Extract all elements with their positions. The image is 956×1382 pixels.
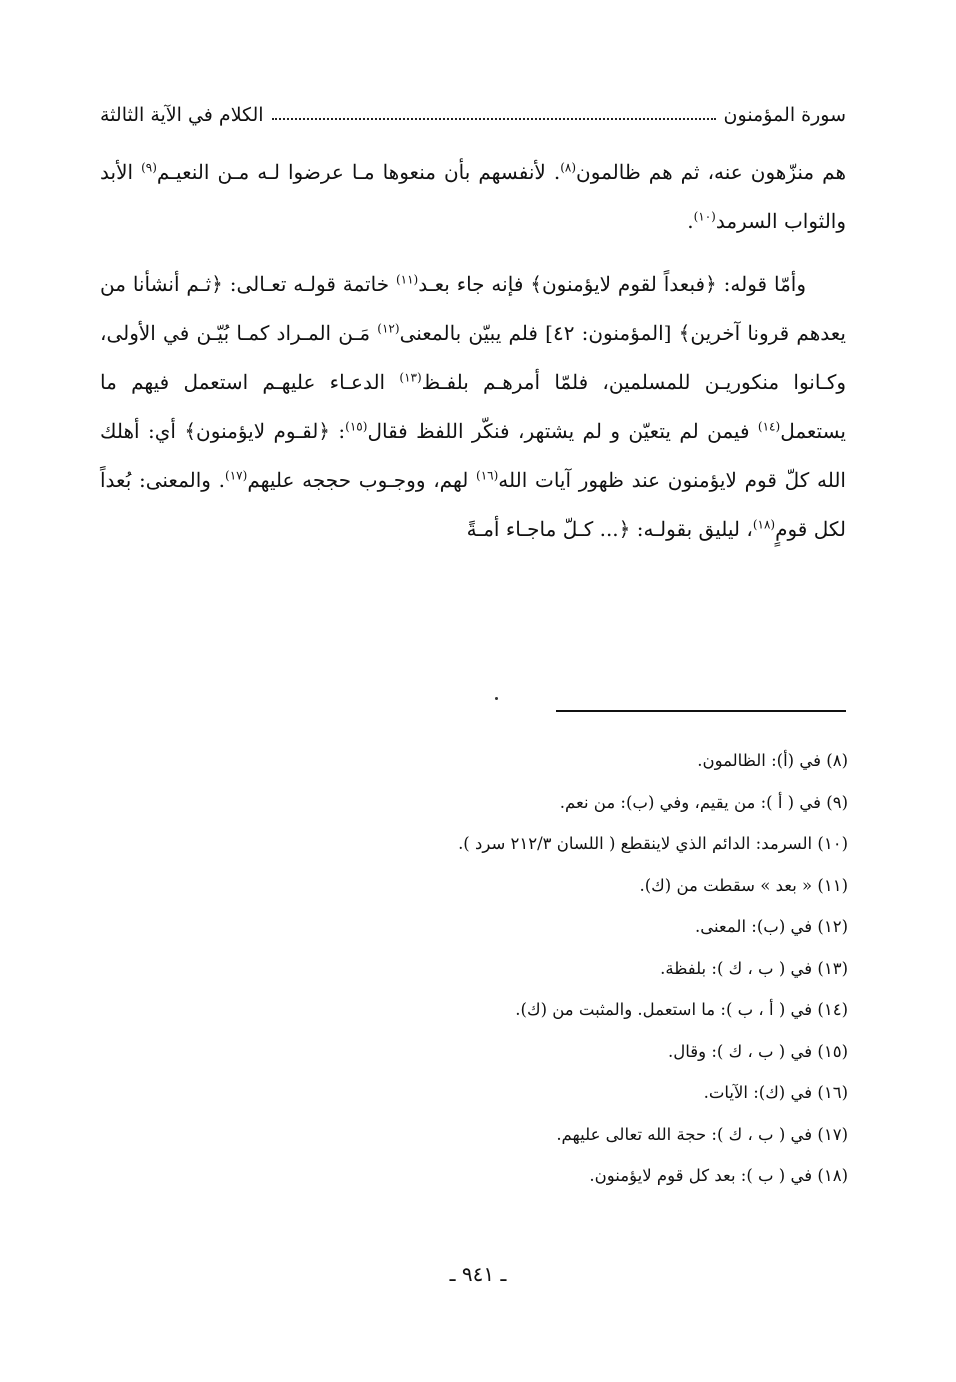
footnote-18: (١٨) في ( ب ): بعد كل قوم لايؤمنون. [589,1166,848,1185]
footnote-ref-8: (٨) [560,160,577,175]
text-run: هم منزّهون عنه، ثم هم ظالمون [576,160,846,184]
text-run: ، ليليق بقولـه: ﴿... كـلّ ماجـاء أمـةً [466,517,753,541]
footnote-14: (١٤) في ( أ ، ب ): ما استعمل. والمثبت من (ك). [515,1000,848,1019]
text-run: الدعـاء عليهـم استعمل فيهم ما يستعمل [100,370,846,443]
footnote-ref-15: (١٥) [345,419,368,434]
text-run: فيمن لم يتعيّن و لم يشتهر، فنكّر اللفظ فقال [367,419,758,443]
running-header [100,92,846,126]
text-run: . [687,209,694,233]
text-run: : ﴿لقـوم لايؤمنون﴾ أي: أهلك الله كلّ قوم لايؤمنون عند ظهور آيات الله [100,419,846,492]
scan-speck [495,697,498,700]
footnote-10: (١٠) السرمد: الدائم الذي لاينقطع ( اللسان ٢١٢/٣ سرد ). [458,834,848,853]
text-run: . لأنفسهم بأن منعوها مـا عرضوا لـه مـن النعيـم [156,160,561,184]
footnote-16: (١٦) في (ك): الآيات. [703,1083,848,1102]
text-run: . والمعنى: بُعداً لكل قومٍ [100,468,846,541]
footnote-ref-16: (١٦) [476,468,499,483]
header-topic: الكلام في الآية الثالثة [100,104,264,126]
paragraph-2 [100,260,846,554]
text-run: الأبد والثواب السرمد [100,160,846,233]
footnote-ref-14: (١٤) [757,419,781,434]
footnote-15: (١٥) في ( ب ، ك ): وقال. [668,1041,848,1061]
footnote-13: (١٣) في ( ب ، ك ): بلفظة. [660,958,848,978]
footnote-ref-12: (١٢) [377,321,400,336]
text-run: مَـن المـراد كمـا بُيّـن في الأولى، وكـانوا منكوريـن للمسلمين، فلمّا أمرهـم بلفـظ [100,321,846,394]
text-run: وأمّا قوله: ﴿فبعداً لقوم لايؤمنون﴾ فإنه جاء بعـد [418,272,806,296]
footnote-17: (١٧) في ( ب ، ك ): حجة الله تعالى عليهم. [556,1124,848,1144]
footnote-12: (١٢) في (ب): المعنى. [694,917,848,936]
footnotes [100,740,848,1197]
footnote-ref-13: (١٣) [399,370,422,385]
footnote-ref-10: (١٠) [693,209,716,224]
footnote-8: (٨) في (أ): الظالمون. [697,751,848,770]
footnote-ref-18: (١٨) [752,517,776,532]
footnote-ref-9: (٩) [141,160,157,175]
paragraph-1 [100,148,846,246]
main-text [100,148,846,554]
header-leader-dots [272,118,716,120]
text-run: لهم، ووجـوب حججه عليهم [247,468,477,492]
page-number: ـ ٩٤١ ـ [449,1262,507,1286]
text-run: خاتمة قولـه تعـالى: ﴿ثـم أنشأنا من يعدهم قرونا آخرين﴾ [المؤمنون: ٤٢] فلم يبيّن بالمعنى [100,272,846,345]
footnote-ref-11: (١١) [395,272,419,287]
footnote-9: (٩) في ( أ ): من يقيم، وفي (ب): من نعم. [559,792,848,812]
header-surah: سورة المؤمنون [723,104,846,126]
footnote-separator [556,710,846,712]
footnote-11: (١١) « بعد » سقطت من (ك). [639,875,848,895]
footnote-ref-17: (١٧) [225,468,248,483]
